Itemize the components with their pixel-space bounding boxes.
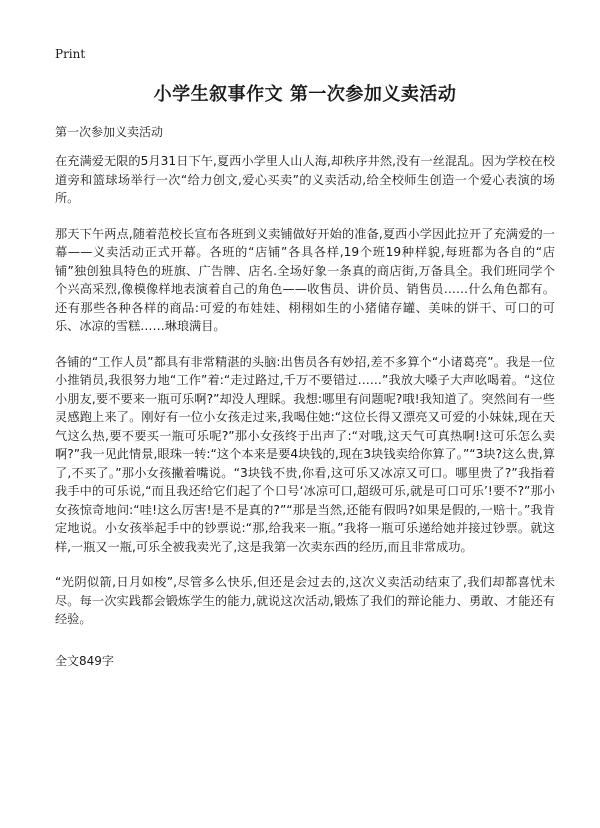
word-count: 全文849字: [55, 654, 114, 668]
article-subtitle: 第一次参加义卖活动: [55, 125, 164, 139]
paragraph-4: “光阴似箭,日月如梭”,尽管多么快乐,但还是会过去的,这次义卖活动结束了,我们却都喜忧未尽。每一次实践都会锻炼学生的能力,就说这次活动,锻炼了我们的辩论能力、勇敢、才能还有经验。: [55, 575, 555, 626]
article-title: 小学生叙事作文 第一次参加义卖活动: [153, 84, 457, 105]
article-body: [55, 152, 555, 646]
print-link[interactable]: Print: [55, 47, 86, 61]
paragraph-2: 那天下午两点,随着范校长宣布各班到义卖铺做好开始的准备,夏西小学因此拉开了充满爱的一幕——义卖活动正式开幕。各班的“店铺”各具各样,19个班19种样貌,每班都为各自的“店铺”独创独具特色的班旗、广告牌、店名.全场好象一条真的商店街,万备具全。我们班同学个个兴高采烈,像模像样地表演着自己的角色——收售员、讲价员、销售员……什么角色都有。还有那些各种各样的商品:可爱的布娃娃、栩栩如生的小猪储存罐、美味的饼干、可口的可乐、冰凉的雪糕……琳琅满目。: [55, 226, 555, 333]
paragraph-1: 在充满爱无限的5月31日下午,夏西小学里人山人海,却秩序井然,没有一丝混乱。因为学校在校道旁和篮球场举行一次“给力创文,爱心买卖”的义卖活动,给全校师生创造一个爱心表演的场所。: [55, 154, 555, 205]
paragraph-3: 各铺的“工作人员”都具有非常精湛的头脑:出售员各有妙招,差不多算个“小诸葛亮”。我是一位小推销员,我很努力地“工作”着:“走过路过,千万不要错过……”我放大嗓子大声吆喝着。“这位小朋友,要不要来一瓶可乐啊?”却没人理睬。我想:哪里有问题呢?哦!我知道了。突然间有一些灵感跑上来了。刚好有一位小女孩走过来,我喝住她:“这位长得又漂亮又可爱的小妹妹,现在天气这么热,要不要买一瓶可乐呢?”那小女孩终于出声了:“对哦,这天气可真热啊!这可乐怎么卖啊?”我一见此情景,眼珠一转:“这个本来是要4块钱的,现在3块钱卖给你算了。”“3块?这么贵,算了,不买了。”那小女孩撇着嘴说。“3块钱不贵,你看,这可乐又冰凉又可口。哪里贵了?”我指着我手中的可乐说,“而且我还给它们起了个口号‘冰凉可口,超级可乐,就是可口可乐’!要不?”那小女孩惊奇地问:“哇!这么厉害!是不是真的?”“那是当然,还能有假吗?如果是假的,一赔十。”我肯定地说。小女孩举起手中的钞票说:“那,给我来一瓶。”我将一瓶可乐递给她并接过钞票。就这样,一瓶又一瓶,可乐全被我卖光了,这是我第一次卖东西的经历,而且非常成功。: [55, 354, 555, 554]
